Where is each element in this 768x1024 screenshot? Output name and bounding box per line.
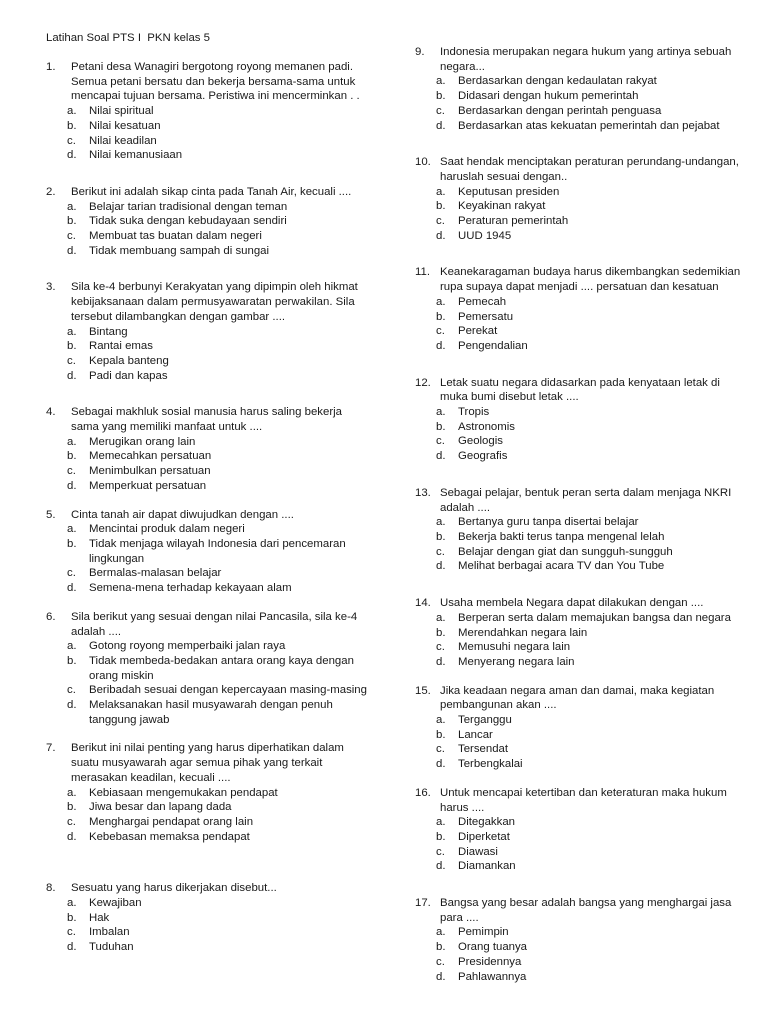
question-number: 4. — [46, 406, 56, 419]
answer-options — [415, 815, 745, 874]
option-letter: a. — [436, 185, 446, 198]
answer-options — [46, 104, 368, 163]
question-number: 6. — [46, 610, 56, 623]
answer-option-c — [46, 464, 368, 479]
answer-option-d — [46, 148, 368, 163]
answer-options — [46, 786, 368, 845]
option-letter: b. — [67, 119, 77, 132]
option-text: Beribadah sesuai dengan kepercayaan masing-masing — [89, 684, 367, 697]
answer-option-d — [46, 244, 368, 259]
option-letter: d. — [67, 244, 77, 257]
option-text: Lancar — [458, 728, 493, 741]
option-letter: d. — [67, 582, 77, 595]
option-text: Kebebasan memaksa pendapat — [89, 830, 250, 843]
question-line — [415, 376, 745, 405]
answer-option-c — [415, 434, 745, 449]
question-item — [415, 896, 745, 984]
option-text: Keputusan presiden — [458, 185, 560, 198]
option-letter: b. — [436, 830, 446, 843]
option-text: Geografis — [458, 450, 508, 463]
answer-option-a — [415, 74, 745, 89]
option-text: Padi dan kapas — [89, 369, 168, 382]
answer-option-a — [415, 295, 745, 310]
option-text: Tidak membuang sampah di sungai — [89, 244, 270, 257]
answer-options — [415, 405, 745, 464]
answer-option-d — [415, 757, 745, 772]
answer-option-d — [415, 339, 745, 354]
answer-option-a — [46, 104, 368, 119]
question-item — [46, 881, 368, 955]
answer-option-d — [415, 655, 745, 670]
answer-option-b — [46, 214, 368, 229]
answer-option-a — [46, 896, 368, 911]
option-letter: b. — [67, 911, 77, 924]
answer-option-d — [46, 940, 368, 955]
option-text: Bertanya guru tanpa disertai belajar — [458, 516, 639, 529]
option-text: Peraturan pemerintah — [458, 215, 569, 228]
answer-option-c — [415, 324, 745, 339]
answer-option-b — [46, 449, 368, 464]
option-letter: a. — [67, 523, 77, 536]
option-text: Terbengkalai — [458, 758, 523, 771]
answer-option-c — [46, 815, 368, 830]
option-letter: c. — [436, 215, 445, 228]
option-letter: b. — [436, 90, 446, 103]
option-text: Memperkuat persatuan — [89, 479, 207, 492]
answer-option-b — [415, 626, 745, 641]
option-text: Nilai kesatuan — [89, 119, 161, 132]
answer-option-c — [415, 214, 745, 229]
answer-options — [415, 713, 745, 772]
question-item — [46, 741, 368, 844]
answer-option-b — [46, 911, 368, 926]
question-line — [415, 486, 745, 515]
answer-option-d — [46, 698, 368, 727]
document-title: Latihan Soal PTS I PKN kelas 5 — [46, 32, 210, 44]
option-letter: c. — [67, 684, 76, 697]
question-text: Sebagai makhluk sosial manusia harus saling bekerja sama yang memiliki manfaat untuk .... — [71, 406, 342, 434]
answer-option-c — [46, 354, 368, 369]
option-text: Pengendalian — [458, 339, 528, 352]
question-line — [415, 596, 745, 611]
question-number: 5. — [46, 508, 56, 521]
answer-options — [46, 639, 368, 727]
answer-option-a — [415, 925, 745, 940]
option-letter: c. — [67, 134, 76, 147]
question-number: 17. — [415, 897, 431, 910]
option-text: Pahlawannya — [458, 970, 527, 983]
answer-option-b — [415, 199, 745, 214]
question-number: 8. — [46, 882, 56, 895]
option-text: Nilai kemanusiaan — [89, 149, 183, 162]
answer-option-a — [46, 522, 368, 537]
question-number: 3. — [46, 281, 56, 294]
question-item — [46, 185, 368, 259]
option-letter: b. — [67, 654, 77, 667]
question-item — [46, 280, 368, 383]
question-item — [415, 596, 745, 670]
question-number: 16. — [415, 786, 431, 799]
option-text: Menimbulkan persatuan — [89, 465, 211, 478]
answer-option-a — [46, 435, 368, 450]
option-letter: d. — [67, 699, 77, 712]
option-letter: d. — [67, 149, 77, 162]
option-letter: d. — [67, 830, 77, 843]
option-letter: b. — [67, 340, 77, 353]
question-text: Sebagai pelajar, bentuk peran serta dalam menjaga NKRI adalah .... — [440, 486, 732, 514]
option-text: Tuduhan — [89, 941, 134, 954]
option-letter: a. — [67, 786, 77, 799]
option-letter: c. — [436, 955, 445, 968]
question-text: Petani desa Wanagiri bergotong royong memanen padi. Semua petani bersatu dan bekerja bersama-sama untuk mencapai tujuan bersama. Peristiwa ini mencerminkan . . — [71, 61, 360, 103]
answer-option-d — [46, 369, 368, 384]
question-item — [415, 684, 745, 772]
option-letter: b. — [436, 310, 446, 323]
answer-options — [415, 74, 745, 133]
question-text: Letak suatu negara didasarkan pada kenyataan letak di muka bumi disebut letak .... — [440, 376, 720, 404]
option-text: Jiwa besar dan lapang dada — [89, 801, 232, 814]
question-line — [415, 786, 745, 815]
answer-option-c — [415, 104, 745, 119]
answer-option-d — [415, 970, 745, 985]
option-text: Menghargai pendapat orang lain — [89, 815, 254, 828]
option-letter: c. — [67, 465, 76, 478]
answer-options — [46, 325, 368, 384]
option-text: Nilai keadilan — [89, 134, 157, 147]
question-item — [415, 376, 745, 464]
question-number: 15. — [415, 684, 431, 697]
answer-option-c — [46, 229, 368, 244]
answer-option-b — [415, 310, 745, 325]
right-question-column — [415, 45, 745, 984]
answer-options — [46, 522, 368, 596]
answer-options — [46, 435, 368, 494]
question-text: Berikut ini nilai penting yang harus diperhatikan dalam suatu musyawarah agar semua pihak yang terkait merasakan keadilan, kecuali .... — [71, 742, 344, 784]
answer-option-b — [46, 800, 368, 815]
answer-option-d — [415, 559, 745, 574]
question-number: 13. — [415, 486, 431, 499]
answer-option-c — [415, 955, 745, 970]
option-text: Diperketat — [458, 830, 510, 843]
option-letter: d. — [436, 119, 446, 132]
answer-options — [415, 611, 745, 670]
option-letter: d. — [436, 860, 446, 873]
option-letter: a. — [67, 200, 77, 213]
answer-option-a — [46, 639, 368, 654]
answer-option-b — [415, 89, 745, 104]
option-letter: a. — [436, 611, 446, 624]
question-line — [46, 881, 368, 896]
option-text: Diamankan — [458, 860, 516, 873]
option-letter: a. — [436, 75, 446, 88]
question-number: 2. — [46, 185, 56, 198]
question-line — [46, 610, 368, 639]
answer-option-a — [46, 200, 368, 215]
option-letter: a. — [436, 295, 446, 308]
question-text: Cinta tanah air dapat diwujudkan dengan .... — [71, 508, 294, 521]
option-text: Bermalas-malasan belajar — [89, 567, 222, 580]
option-text: Tidak membeda-bedakan antara orang kaya dengan orang miskin — [89, 654, 354, 682]
question-number: 1. — [46, 61, 56, 73]
option-text: Semena-mena terhadap kekayaan alam — [89, 582, 292, 595]
option-letter: a. — [67, 105, 77, 118]
answer-option-b — [46, 537, 368, 566]
option-letter: a. — [67, 325, 77, 338]
question-text: Sila ke-4 berbunyi Kerakyatan yang dipimpin oleh hikmat kebijaksanaan dalam permusyawaratan perwakilan. Sila tersebut dilambangkan dengan gambar .... — [71, 281, 358, 323]
answer-option-b — [415, 530, 745, 545]
answer-option-b — [46, 654, 368, 683]
answer-option-b — [415, 420, 745, 435]
option-letter: b. — [436, 728, 446, 741]
answer-option-a — [415, 815, 745, 830]
answer-option-c — [415, 640, 745, 655]
answer-option-b — [415, 830, 745, 845]
option-letter: a. — [67, 640, 77, 653]
option-letter: b. — [67, 450, 77, 463]
option-text: Kewajiban — [89, 897, 142, 910]
question-item — [46, 405, 368, 493]
answer-option-d — [46, 479, 368, 494]
option-text: Rantai emas — [89, 340, 153, 353]
option-letter: c. — [67, 354, 76, 367]
answer-option-a — [46, 786, 368, 801]
option-text: Mencintai produk dalam negeri — [89, 523, 245, 536]
option-text: Diawasi — [458, 845, 498, 858]
option-text: Orang tuanya — [458, 941, 528, 954]
answer-option-a — [415, 515, 745, 530]
option-letter: a. — [436, 816, 446, 829]
option-letter: c. — [436, 845, 445, 858]
question-line — [415, 45, 745, 74]
option-text: Pemecah — [458, 295, 507, 308]
question-number: 12. — [415, 376, 431, 389]
answer-option-d — [46, 830, 368, 845]
option-text: Hak — [89, 911, 110, 924]
option-text: Tidak suka dengan kebudayaan sendiri — [89, 215, 287, 228]
option-text: Berdasarkan dengan kedaulatan rakyat — [458, 75, 657, 88]
question-item — [46, 610, 368, 728]
option-text: Geologis — [458, 435, 503, 448]
option-letter: b. — [67, 801, 77, 814]
option-letter: b. — [67, 537, 77, 550]
answer-option-a — [46, 325, 368, 340]
option-text: Memecahkan persatuan — [89, 450, 212, 463]
answer-options — [46, 896, 368, 955]
question-text: Usaha membela Negara dapat dilakukan dengan .... — [440, 597, 704, 610]
question-line — [46, 185, 368, 200]
option-letter: c. — [67, 926, 76, 939]
option-letter: c. — [436, 545, 445, 558]
option-text: Kepala banteng — [89, 354, 169, 367]
question-text: Sesuatu yang harus dikerjakan disebut... — [71, 882, 277, 895]
option-letter: a. — [67, 435, 77, 448]
answer-option-c — [46, 134, 368, 149]
option-letter: d. — [436, 229, 446, 242]
option-text: Tersendat — [458, 743, 509, 756]
option-text: Merendahkan negara lain — [458, 626, 588, 639]
option-text: Melaksanakan hasil musyawarah dengan penuh tanggung jawab — [89, 699, 333, 726]
answer-option-d — [415, 119, 745, 134]
question-text: Bangsa yang besar adalah bangsa yang menghargai jasa para .... — [440, 897, 732, 924]
question-line — [46, 741, 368, 785]
question-number: 9. — [415, 46, 425, 58]
option-letter: d. — [67, 369, 77, 382]
option-letter: b. — [436, 941, 446, 954]
question-number: 10. — [415, 156, 431, 169]
option-text: Nilai spiritual — [89, 105, 154, 118]
question-line — [415, 155, 745, 184]
option-letter: c. — [67, 815, 76, 828]
option-text: UUD 1945 — [458, 229, 512, 242]
option-letter: d. — [436, 450, 446, 463]
option-text: Bintang — [89, 325, 128, 338]
answer-option-b — [46, 339, 368, 354]
option-letter: b. — [436, 200, 446, 213]
option-text: Gotong royong memperbaiki jalan raya — [89, 640, 286, 653]
answer-option-b — [415, 940, 745, 955]
answer-option-a — [415, 713, 745, 728]
option-text: Astronomis — [458, 420, 515, 433]
question-text: Berikut ini adalah sikap cinta pada Tanah Air, kecuali .... — [71, 185, 352, 198]
option-letter: d. — [436, 655, 446, 668]
question-number: 11. — [415, 266, 430, 279]
answer-option-c — [415, 545, 745, 560]
option-letter: b. — [436, 626, 446, 639]
option-text: Menyerang negara lain — [458, 655, 575, 668]
answer-option-c — [46, 566, 368, 581]
option-text: Pemimpin — [458, 926, 509, 939]
option-text: Presidennya — [458, 955, 522, 968]
answer-options — [46, 200, 368, 259]
question-text: Jika keadaan negara aman dan damai, maka kegiatan pembangunan akan .... — [440, 684, 715, 712]
option-letter: c. — [67, 567, 76, 580]
option-text: Bekerja bakti terus tanpa mengenal lelah — [458, 530, 665, 543]
question-text: Indonesia merupakan negara hukum yang artinya sebuah negara... — [440, 46, 732, 73]
option-letter: a. — [436, 926, 446, 939]
option-letter: a. — [436, 516, 446, 529]
answer-options — [415, 515, 745, 574]
question-item — [415, 45, 745, 133]
option-letter: d. — [436, 758, 446, 771]
option-letter: d. — [436, 970, 446, 983]
question-item — [415, 155, 745, 243]
question-item — [415, 265, 745, 353]
left-question-column — [46, 60, 368, 955]
option-text: Membuat tas buatan dalam negeri — [89, 230, 262, 243]
option-text: Belajar dengan giat dan sungguh-sungguh — [458, 545, 673, 558]
question-number: 14. — [415, 597, 431, 610]
option-text: Berperan serta dalam memajukan bangsa dan negara — [458, 611, 731, 624]
answer-option-c — [415, 742, 745, 757]
question-line — [46, 508, 368, 523]
answer-option-c — [46, 925, 368, 940]
question-line — [415, 896, 745, 925]
question-item — [415, 786, 745, 874]
option-letter: a. — [436, 406, 446, 419]
option-text: Memusuhi negara lain — [458, 641, 571, 654]
option-text: Tropis — [458, 406, 490, 419]
option-text: Perekat — [458, 325, 498, 338]
option-text: Pemersatu — [458, 310, 514, 323]
question-number: 7. — [46, 742, 56, 755]
option-letter: d. — [436, 560, 446, 573]
question-text: Untuk mencapai ketertiban dan keteraturan maka hukum harus .... — [440, 786, 727, 814]
option-text: Belajar tarian tradisional dengan teman — [89, 200, 288, 213]
option-text: Tidak menjaga wilayah Indonesia dari pencemaran lingkungan — [89, 537, 346, 565]
option-letter: c. — [436, 435, 445, 448]
question-line — [46, 60, 368, 104]
option-text: Keyakinan rakyat — [458, 200, 546, 213]
answer-option-b — [415, 728, 745, 743]
question-text: Sila berikut yang sesuai dengan nilai Pancasila, sila ke-4 adalah .... — [71, 610, 358, 638]
option-text: Ditegakkan — [458, 816, 515, 829]
question-line — [415, 684, 745, 713]
question-item — [46, 508, 368, 596]
option-letter: c. — [436, 104, 445, 117]
option-letter: d. — [436, 339, 446, 352]
answer-options — [415, 295, 745, 354]
option-letter: b. — [67, 215, 77, 228]
option-text: Merugikan orang lain — [89, 435, 196, 448]
answer-option-a — [415, 185, 745, 200]
option-letter: d. — [67, 941, 77, 954]
option-text: Kebiasaan mengemukakan pendapat — [89, 786, 278, 799]
option-letter: c. — [436, 325, 445, 338]
option-letter: a. — [436, 714, 446, 727]
question-item — [46, 60, 368, 163]
option-letter: d. — [67, 479, 77, 492]
option-letter: c. — [67, 230, 76, 243]
answer-options — [415, 925, 745, 984]
question-text: Keanekaragaman budaya harus dikembangkan sedemikian rupa supaya dapat menjadi .... persatuan dan kesatuan — [440, 266, 741, 294]
option-letter: a. — [67, 897, 77, 910]
answer-option-d — [415, 859, 745, 874]
option-text: Didasari dengan hukum pemerintah — [458, 90, 639, 103]
answer-option-a — [415, 611, 745, 626]
option-letter: b. — [436, 530, 446, 543]
option-text: Terganggu — [458, 714, 512, 727]
answer-option-a — [415, 405, 745, 420]
answer-option-c — [46, 683, 368, 698]
question-line — [415, 265, 745, 294]
option-text: Imbalan — [89, 926, 130, 939]
question-text: Saat hendak menciptakan peraturan perundang-undangan, haruslah sesuai dengan.. — [440, 156, 739, 183]
option-letter: c. — [436, 743, 445, 756]
option-letter: c. — [436, 641, 445, 654]
question-line — [46, 405, 368, 434]
answer-option-b — [46, 119, 368, 134]
option-text: Berdasarkan atas kekuatan pemerintah dan pejabat — [458, 119, 720, 132]
answer-options — [415, 185, 745, 244]
answer-option-c — [415, 845, 745, 860]
option-text: Melihat berbagai acara TV dan You Tube — [458, 560, 665, 573]
option-letter: b. — [436, 420, 446, 433]
answer-option-d — [46, 581, 368, 596]
question-line — [46, 280, 368, 324]
option-text: Berdasarkan dengan perintah penguasa — [458, 104, 662, 117]
answer-option-d — [415, 229, 745, 244]
answer-option-d — [415, 449, 745, 464]
question-item — [415, 486, 745, 574]
